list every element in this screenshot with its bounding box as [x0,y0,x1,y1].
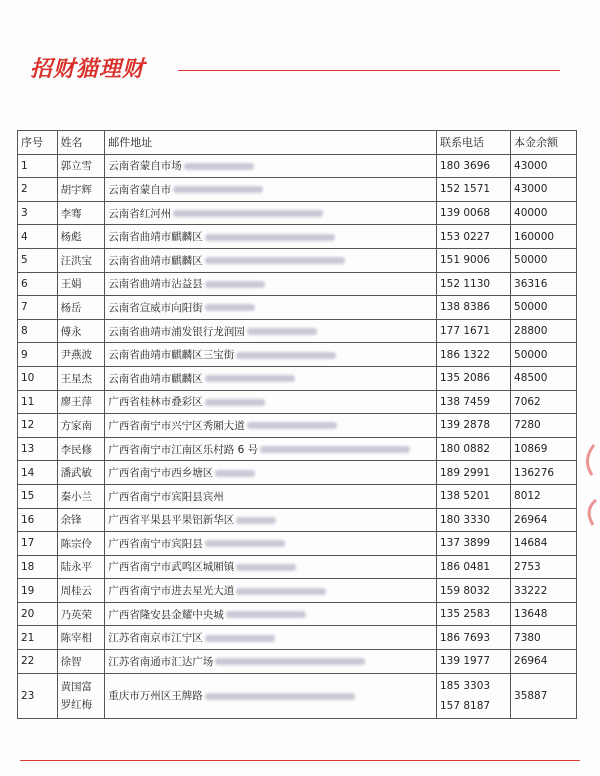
row-name: 黄国富 [60,680,93,693]
table-row [18,508,577,532]
row-amount: 13648 [511,602,577,626]
customer-table [17,130,577,719]
row-address: 云南省曲靖市麒麟区 [105,248,437,272]
row-number: 10 [18,366,58,390]
row-name: 李民修 [57,437,105,461]
row-number: 13 [18,437,58,461]
table-row [18,437,577,461]
table-row [18,248,577,272]
row-address: 广西省隆安县金耀中央城 [105,602,437,626]
row-address: 云南省宣威市向阳街 [105,296,437,320]
row-name: 周桂云 [57,579,105,603]
table-row [18,343,577,367]
row-address: 广西省南宁市宾阳县宾州 [105,484,437,508]
row-number: 23 [18,673,58,718]
header-cell: 联系电话 [436,131,510,155]
row-amount: 40000 [511,201,577,225]
row-address: 云南省蒙自市场 [105,154,437,178]
row-name: 陆永平 [57,555,105,579]
row-amount: 7062 [511,390,577,414]
row-address: 云南省曲靖市沾益县 [105,272,437,296]
row-amount: 36316 [511,272,577,296]
row-phone: 138 7459 [436,390,510,414]
row-name: 王娟 [57,272,105,296]
table-row [18,366,577,390]
row-number: 5 [18,248,58,272]
table-row [18,296,577,320]
row-amount: 43000 [511,154,577,178]
row-phone: 135 2086 [436,366,510,390]
row-phone: 137 3899 [436,532,510,556]
row-number: 11 [18,390,58,414]
row-amount: 7380 [511,626,577,650]
row-number: 4 [18,225,58,249]
row-number: 14 [18,461,58,485]
row-number: 18 [18,555,58,579]
header-cell: 姓名 [57,131,105,155]
row-number: 7 [18,296,58,320]
row-amount: 50000 [511,248,577,272]
row-number: 22 [18,650,58,674]
row-number: 19 [18,579,58,603]
row-amount: 14684 [511,532,577,556]
row-name: 尹燕波 [57,343,105,367]
row-phone: 138 8386 [436,296,510,320]
row-name: 杨岳 [57,296,105,320]
row-phone: 189 2991 [436,461,510,485]
row-name: 王星杰 [57,366,105,390]
row-name: 胡宇辉 [57,178,105,202]
row-address: 广西省南宁市武鸣区城厢镇 [105,555,437,579]
row-phone: 186 0481 [436,555,510,579]
row-address: 广西省桂林市叠彩区 [105,390,437,414]
row-amount: 43000 [511,178,577,202]
row-name: 陈宗伶 [57,532,105,556]
row-amount: 50000 [511,343,577,367]
row-phone: 152 1130 [436,272,510,296]
table-row [18,319,577,343]
row-address: 云南省曲靖市麒麟区三宝街 [105,343,437,367]
row-amount: 8012 [511,484,577,508]
row-address: 云南省蒙自市 [105,178,437,202]
row-number: 2 [18,178,58,202]
red-stamp-mark [578,440,598,560]
row-amount: 26964 [511,650,577,674]
row-phone: 138 5201 [436,484,510,508]
row-number: 9 [18,343,58,367]
row-name: 郭立雪 [57,154,105,178]
row-amount: 48500 [511,366,577,390]
row-number: 20 [18,602,58,626]
row-address: 云南省曲靖市麒麟区 [105,225,437,249]
row-amount: 136276 [511,461,577,485]
footer-rule [20,760,580,761]
row-number: 6 [18,272,58,296]
row-number: 17 [18,532,58,556]
row-amount: 33222 [511,579,577,603]
row-name: 徐智 [57,650,105,674]
table-row [18,178,577,202]
row-phone: 139 0068 [436,201,510,225]
row-number: 21 [18,626,58,650]
table-row [18,390,577,414]
row-address: 云南省曲靖市浦发银行龙润园 [105,319,437,343]
row-number: 16 [18,508,58,532]
row-amount: 35887 [511,673,577,718]
row-address: 云南省曲靖市麒麟区 [105,366,437,390]
table-row [18,225,577,249]
table-header-row [18,131,577,155]
row-phone: 159 8032 [436,579,510,603]
row-name: 方家南 [57,414,105,438]
row-address: 云南省红河州 [105,201,437,225]
row-names [57,673,105,718]
row-name: 乃英荣 [57,602,105,626]
table-row [18,555,577,579]
row-address: 广西省南宁市西乡塘区 [105,461,437,485]
row-amount: 26964 [511,508,577,532]
row-phone: 153 0227 [436,225,510,249]
row-phone: 135 2583 [436,602,510,626]
row-phone: 180 3696 [436,154,510,178]
row-address: 广西省南宁市宾阳县 [105,532,437,556]
row-number: 12 [18,414,58,438]
row-phone: 186 7693 [436,626,510,650]
row-address: 广西省南宁市江南区乐村路 6 号 [105,437,437,461]
row-number: 3 [18,201,58,225]
row-phone: 139 2878 [436,414,510,438]
row-phone: 152 1571 [436,178,510,202]
row-name: 陈宰相 [57,626,105,650]
row-phone: 151 9006 [436,248,510,272]
row-name: 杨彪 [57,225,105,249]
row-phone: 139 1977 [436,650,510,674]
row-name: 李骞 [57,201,105,225]
row-name: 汪洪宝 [57,248,105,272]
row-address: 广西省南宁市进去星光大道 [105,579,437,603]
row-amount: 10869 [511,437,577,461]
row-number: 15 [18,484,58,508]
row-address: 江苏省南京市江宁区 [105,626,437,650]
row-name: 傅永 [57,319,105,343]
table-row [18,626,577,650]
row-amount: 160000 [511,225,577,249]
row-name: 潘武敏 [57,461,105,485]
row-phone: 180 0882 [436,437,510,461]
row-phone: 177 1671 [436,319,510,343]
table-row [18,673,577,718]
row-number: 8 [18,319,58,343]
row-phone: 180 3330 [436,508,510,532]
row-address: 江苏省南通市汇达广场 [105,650,437,674]
row-amount: 7280 [511,414,577,438]
table-row [18,650,577,674]
table-row [18,484,577,508]
row-address: 重庆市万州区王牌路 [105,673,437,718]
row-name: 罗红梅 [60,698,93,711]
row-phones: 185 3303 157 8187 [436,673,510,718]
row-address: 广西省平果县平果铝新华区 [105,508,437,532]
row-phone: 186 1322 [436,343,510,367]
table-row [18,154,577,178]
row-number: 1 [18,154,58,178]
table-row [18,461,577,485]
row-amount: 2753 [511,555,577,579]
header-cell: 序号 [18,131,58,155]
row-amount: 28800 [511,319,577,343]
row-address: 广西省南宁市兴宁区秀厢大道 [105,414,437,438]
table-row [18,602,577,626]
row-name: 余锋 [57,508,105,532]
row-name: 秦小兰 [57,484,105,508]
table-row [18,201,577,225]
table-row [18,532,577,556]
table-row [18,272,577,296]
header-cell: 本金余额 [511,131,577,155]
row-amount: 50000 [511,296,577,320]
table-row [18,414,577,438]
table-row [18,579,577,603]
row-name: 廖王萍 [57,390,105,414]
brand-logo: 招财猫理财 [30,57,146,82]
header-cell: 邮件地址 [105,131,437,155]
header-rule [178,70,560,71]
